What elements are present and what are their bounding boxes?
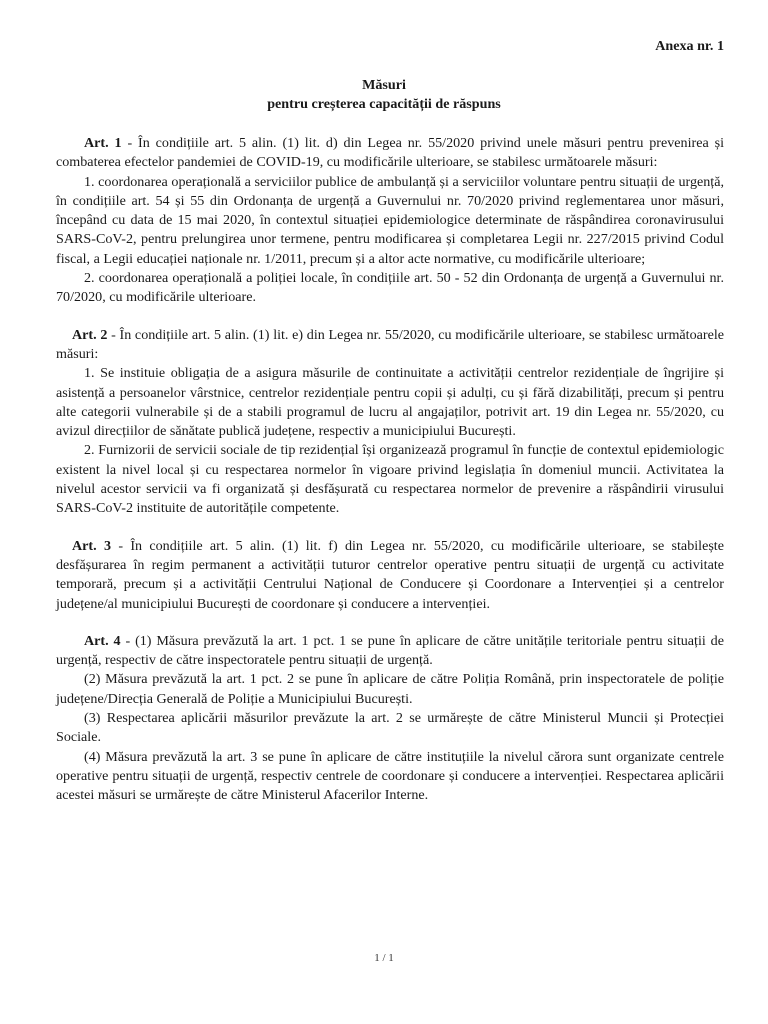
art3-label: Art. 3 bbox=[72, 537, 112, 554]
art2-item1: 1. Se instituie obligația de a asigura măsurile de continuitate a activității centrelor rezidențiale de îngrijire și asistență a persoanelor vârstnice, centrelor rezidențiale pentru copii și adulți, cu și fără dizabilități, precum și pentru alte categorii vulnerabile și de a stabili programul de lucru al angajaților, potrivit art. 19 din Legea nr. 55/2020, cu avizul direcțiilor de sănătate publică județene, respectiv a municipiului București. bbox=[56, 365, 724, 440]
annex-label: Anexa nr. 1 bbox=[655, 38, 724, 54]
art4-paragraph-4: (4) Măsura prevăzută la art. 3 se pune în aplicare de către instituțiile la nivelul cărora sunt organizate centrele operative pentru situații de urgență, respectiv centrele de coordonare și conducere a intervenției. Respectarea aplicării acestei măsuri se urmărește de către Ministerul Afacerilor Interne. bbox=[56, 748, 724, 804]
art1-intro-text: - În condițiile art. 5 alin. (1) lit. d) din Legea nr. 55/2020 privind unele măsuri pentru prevenirea și combaterea efectelor pandemiei de COVID-19, cu modificările ulterioare, se stabilesc următoarele măsuri: bbox=[56, 135, 724, 171]
art1-item1: 1. coordonarea operațională a serviciilor publice de ambulanță și a serviciilor voluntare pentru situații de urgență, în condițiile art. 54 și 55 din Ordonanța de urgență a Guvernului nr. 70/2020 privind reglementarea unor măsuri, începând cu data de 15 mai 2020, în contextul situației epidemiologice determinate de răspândirea coronavirusului SARS-CoV-2, pentru prelungirea unor termene, pentru modificarea și completarea Legii nr. 227/2015 privind Codul fiscal, a Legii educației naționale nr. 1/2011, precum și a altor acte normative, cu modificările ulterioare; bbox=[56, 173, 724, 267]
document-body bbox=[56, 134, 724, 806]
art4-p1-text: - (1) Măsura prevăzută la art. 1 pct. 1 se pune în aplicare de către unitățile teritoriale pentru situații de urgență, respectiv de către inspectoratele pentru situații de urgență. bbox=[56, 632, 724, 669]
art2-intro-text: - În condițiile art. 5 alin. (1) lit. e) din Legea nr. 55/2020, cu modificările ulterioare, se stabilesc următoarele măsuri: bbox=[56, 326, 724, 362]
art3-text: - În condițiile art. 5 alin. (1) lit. f) din Legea nr. 55/2020, cu modificările ulterioare, se stabilește desfășurarea în regim permanent a activității tuturor centrelor operative pentru situații de urgență cu activitate temporară, precum și a activității Centrului Național de Conducere și Coordonare a Intervenției și a centrelor județene/al municipiului București de coordonare și conducere a intervenției. bbox=[56, 537, 724, 612]
document-title: Măsuri bbox=[362, 77, 406, 93]
art4-paragraph-1 bbox=[56, 632, 724, 671]
art3-paragraph bbox=[56, 537, 724, 614]
art4-paragraph-2: (2) Măsura prevăzută la art. 1 pct. 2 se pune în aplicare de către Poliția Română, prin inspectoratele de poliție județene/Direcția Generală de Poliție a Municipiului București. bbox=[56, 671, 724, 707]
art1-label: Art. 1 bbox=[84, 135, 122, 151]
art1-intro bbox=[56, 134, 724, 173]
art4-label: Art. 4 bbox=[84, 632, 121, 649]
document-subtitle: pentru creșterea capacității de răspuns bbox=[267, 96, 501, 112]
art1-item2: 2. coordonarea operațională a poliției locale, în condițiile art. 50 - 52 din Ordonanța de urgență a Guvernului nr. 70/2020, cu modificările ulterioare. bbox=[56, 270, 724, 306]
art2-label: Art. 2 bbox=[72, 326, 108, 343]
page-number: 1 / 1 bbox=[374, 952, 394, 964]
art2-item2: 2. Furnizorii de servicii sociale de tip rezidențial își organizează programul în funcție de contextul epidemiologic existent la nivel local și cu respectarea normelor în vigoare privind legislația în domeniul muncii. Activitatea la nivelul acestor servicii va fi organizată și desfășurată cu respectarea normelor de prevenire a răspândirii virusului SARS-CoV-2 instituite de autoritățile competente. bbox=[56, 442, 724, 517]
art2-intro bbox=[56, 326, 724, 365]
art4-paragraph-3: (3) Respectarea aplicării măsurilor prevăzute la art. 2 se urmărește de către Ministerul Muncii și Protecției Sociale. bbox=[56, 710, 724, 746]
